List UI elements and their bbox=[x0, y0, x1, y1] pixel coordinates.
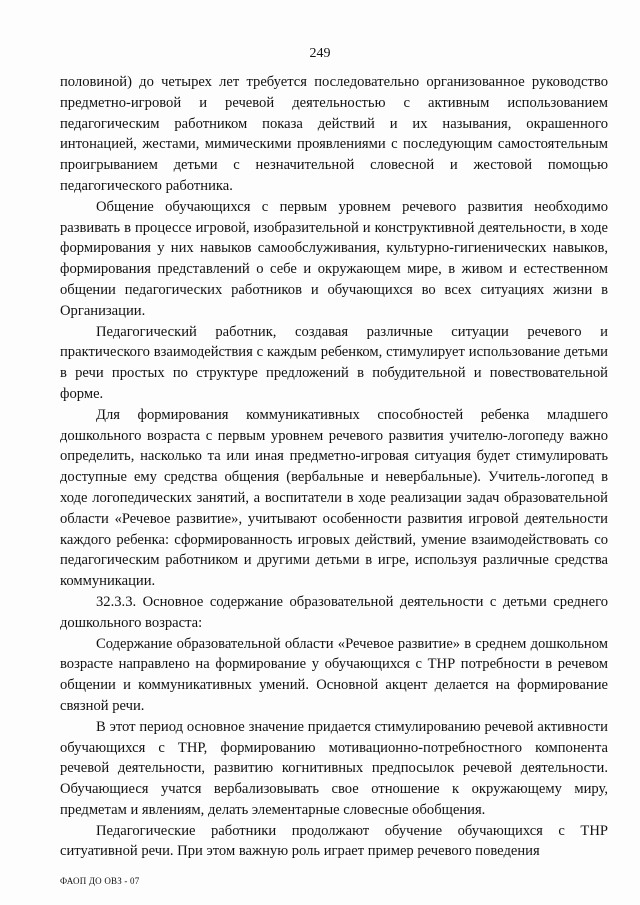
section-heading: 32.3.3. Основное содержание образовательной деятельности с детьми среднего дошкольного возраста: bbox=[60, 593, 608, 631]
page-number: 249 bbox=[309, 46, 331, 61]
paragraph: Содержание образовательной области «Речевое развитие» в среднем дошкольном возрасте направлено на формирование у обучающихся с ТНР потребности в речевом общении и коммуникативных умений. Основной акцент делается на формирование связной речи. bbox=[60, 635, 608, 714]
paragraph: Для формирования коммуникативных способностей ребенка младшего дошкольного возраста с первым уровнем речевого развития учителю-логопеду важно определить, насколько та или иная предметно-игровая ситуация будет стимулировать доступные ему средства общения (вербальные и невербальные). Учитель-логопед в ходе логопедических занятий, а воспитатели в ходе реализации задач образовательной области «Речевое развитие», учитывают особенности развития игровой деятельности каждого ребенка: сформированность игровых действий, умение взаимодействовать со педагогическим работником и другими детьми в игре, используя различные средства коммуникации. bbox=[60, 406, 608, 590]
paragraph: Общение обучающихся с первым уровнем речевого развития необходимо развивать в процессе игровой, изобразительной и конструктивной деятельности, в ходе формирования у них навыков самообслуживания, культурно-гигиенических навыков, формирования представлений о себе и окружающем мире, в живом и естественном общении педагогических работников и обучающихся во всех ситуациях жизни в Организации. bbox=[60, 198, 608, 319]
paragraph: Педагогический работник, создавая различные ситуации речевого и практического взаимодействия с каждым ребенком, стимулирует использование детьми в речи простых по структуре предложений в побудительной и повествовательной форме. bbox=[60, 323, 608, 402]
body-text bbox=[60, 72, 608, 862]
footer-label: ФАОП ДО ОВЗ - 07 bbox=[60, 876, 140, 886]
paragraph: Педагогические работники продолжают обучение обучающихся с ТНР ситуативной речи. При этом важную роль играет пример речевого поведения bbox=[60, 822, 608, 860]
paragraph-continuation: половиной) до четырех лет требуется последовательно организованное руководство предметно-игровой и речевой деятельностью с активным использованием педагогическим работником показа действий и их называния, окрашенного интонацией, жестами, мимическими проявлениями с последующим самостоятельным проигрыванием детьми с незначительной словесной и жестовой помощью педагогического работника. bbox=[60, 74, 608, 194]
paragraph: В этот период основное значение придается стимулированию речевой активности обучающихся с ТНР, формированию мотивационно-потребностного компонента речевой деятельности, развитию когнитивных предпосылок речевой деятельности. Обучающиеся учатся вербализовывать свое отношение к окружающему миру, предметам и явлениям, делать элементарные словесные обобщения. bbox=[60, 718, 608, 818]
